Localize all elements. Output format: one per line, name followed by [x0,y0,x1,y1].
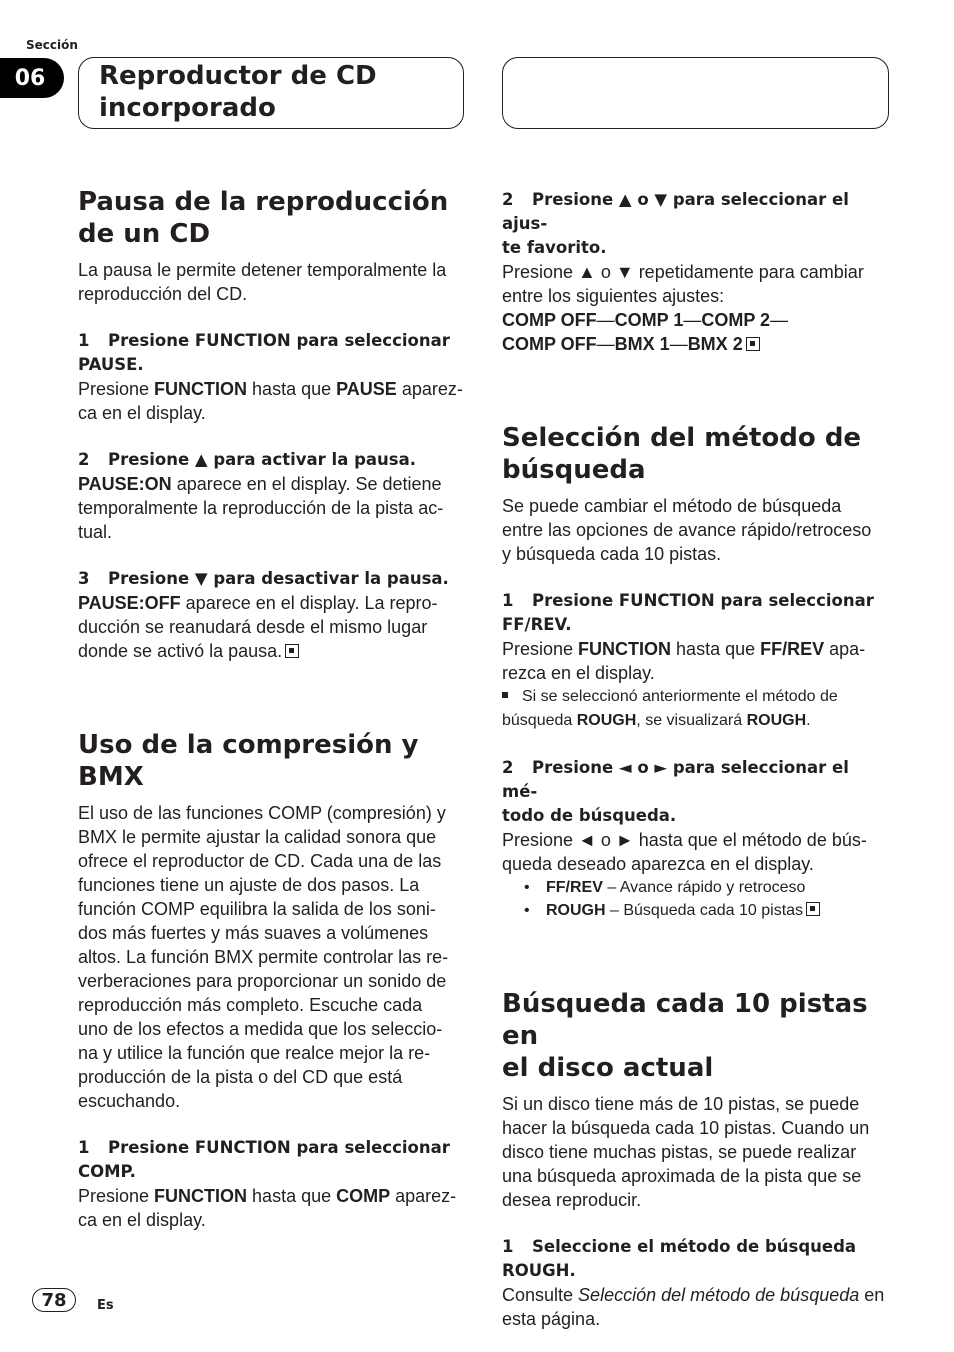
text: ducción se reanudará desde el mismo lugar [78,617,428,637]
chapter-title-line1: Reproductor de CD [99,61,377,91]
comp-intro-line: na y utilice la función que realce mejor la re- [78,1043,431,1063]
bullet-rough [502,899,889,922]
text: rezca en el display. [502,663,655,683]
search-intro-line: entre las opciones de avance rápido/retroceso [502,520,872,540]
comp-options-line2 [502,332,889,356]
text: Presione [502,639,579,659]
text-bold: FUNCTION [578,639,672,659]
text: hasta que [247,379,337,399]
comp-intro-line: uno de los efectos a medida que los seleccio- [78,1019,443,1039]
text: hasta que [671,639,761,659]
text: donde se activó la pausa. [78,641,283,661]
end-of-section-icon [746,337,760,351]
text: , se visualizará [636,712,747,729]
ten-intro-line: Si un disco tiene más de 10 pistas, se puede [502,1094,860,1114]
step-number: 2 [78,450,90,469]
step-number: 2 [502,190,514,209]
comp-heading: Uso de la compresión y BMX [78,730,419,792]
step-text: PAUSE. [78,355,144,374]
pause-step1 [78,329,464,377]
separator: — [683,310,702,330]
language-code: Es [97,1298,114,1313]
ten-step1 [502,1235,889,1283]
text: entre los siguientes ajustes: [502,286,725,306]
option-bmx-1: BMX 1 [614,334,670,354]
ten-track-heading-line1: Búsqueda cada 10 pistas en [502,989,868,1051]
text-bold: ROUGH [546,902,606,919]
comp-intro-line: dos más fuertes y más suaves a volúmenes [78,923,429,943]
note-square-icon [502,692,508,698]
comp-intro-line: producción de la pista o del CD que está [78,1067,403,1087]
text-bold: ROUGH [576,712,637,729]
left-column [78,186,464,1232]
text: apa- [824,639,866,659]
chapter-title [99,60,377,124]
text: – Avance rápido y retroceso [602,879,806,896]
step-text: Seleccione el método de búsqueda [532,1237,857,1256]
ten-intro-line: una búsqueda aproximada de la pista que se [502,1166,862,1186]
empty-header-box [502,57,889,129]
step-text: te favorito. [502,238,607,257]
text: aparece en el display. La repro- [180,593,438,613]
pause-step1-body [78,377,464,425]
comp-intro [78,801,464,1113]
comp-step1-body [78,1184,464,1232]
comp-step1 [78,1136,464,1184]
comp-intro-line: verberaciones para proporcionar un sonido de [78,971,447,991]
text-bold: PAUSE [336,379,397,399]
pause-step2-body [78,472,464,544]
text: temporalmente la reproducción de la pista ac- [78,498,444,518]
comp-intro-line: altos. La función BMX permite controlar las re- [78,947,449,967]
ten-intro-line: disco tiene muchas pistas, se puede realizar [502,1142,857,1162]
bullet-ff-rev [502,876,889,899]
option-comp-off: COMP OFF [502,334,597,354]
search-heading [502,422,889,486]
text-bold: FF/REV [760,639,825,659]
text-bold: ROUGH [746,712,807,729]
text: ca en el display. [78,1210,206,1230]
step-text: Presione ▲ para activar la pausa. [108,450,416,469]
pause-heading-line1: Pausa de la reproducción [78,187,449,217]
step-number: 2 [502,758,514,777]
ten-track-intro [502,1092,889,1212]
text: Presione ▲ o ▼ repetidamente para cambiar [502,262,864,282]
comp-intro-line: reproducción más completo. Escuche cada [78,995,423,1015]
step-number: 1 [78,1138,90,1157]
chapter-header-box [78,57,464,129]
search-intro-line: Se puede cambiar el método de búsqueda [502,496,842,516]
search-intro-line: y búsqueda cada 10 pistas. [502,544,722,564]
text: ca en el display. [78,403,206,423]
comp-step2-body [502,260,889,356]
section-label: Sección [26,38,78,52]
pause-step2 [78,448,464,472]
search-step1-body [502,637,889,685]
text: – Búsqueda cada 10 pistas [605,902,804,919]
comp-intro-line: El uso de las funciones COMP (compresión) y [78,803,446,823]
text: en [859,1285,885,1305]
ten-track-heading-line2: el disco actual [502,1053,714,1083]
comp-intro-line: escuchando. [78,1091,181,1111]
text-bold: PAUSE:ON [78,474,172,494]
search-note [502,685,889,733]
step-text: todo de búsqueda. [502,806,677,825]
pause-heading-line2: de un CD [78,219,211,249]
section-number-tab: 06 [0,58,64,98]
step-number: 1 [502,591,514,610]
text: hasta que [247,1186,337,1206]
pause-heading [78,186,464,250]
step-text: Presione FUNCTION para seleccionar [108,1138,450,1157]
text: tual. [78,522,113,542]
text: Consulte [502,1285,579,1305]
step-text: COMP. [78,1162,136,1181]
right-column [502,188,889,1331]
comp-intro-line: ofrece el reproductor de CD. Cada una de las [78,851,442,871]
step-text: Presione ◄ o ► para seleccionar el mé- [502,758,849,801]
option-bmx-2: BMX 2 [687,334,743,354]
search-heading-line1: Selección del método de [502,423,862,453]
end-of-section-icon [806,902,820,916]
text: Si se seleccionó anteriormente el método de [522,688,838,705]
step-text: Presione FUNCTION para seleccionar [532,591,874,610]
ten-intro-line: desea reproducir. [502,1190,642,1210]
ten-step1-body [502,1283,889,1331]
chapter-title-line2: incorporado [99,93,276,123]
page-number: 78 [32,1288,76,1312]
comp-options-line1 [502,308,889,332]
ten-intro-line: hacer la búsqueda cada 10 pistas. Cuando un [502,1118,870,1138]
step-number: 3 [78,569,90,588]
step-number: 1 [502,1237,514,1256]
text-bold: FUNCTION [154,379,248,399]
text-bold: COMP [336,1186,391,1206]
option-comp-1: COMP 1 [614,310,684,330]
step-number: 1 [78,331,90,350]
cross-reference: Selección del método de búsqueda [578,1285,860,1305]
text: Presione [78,1186,155,1206]
step-text: FF/REV. [502,615,572,634]
separator: — [770,310,789,330]
comp-step2 [502,188,889,260]
search-step2 [502,756,889,828]
separator: — [669,334,688,354]
ten-track-heading [502,988,889,1084]
text: búsqueda [502,712,577,729]
text: Presione ◄ o ► hasta que el método de bús- [502,830,867,850]
search-intro [502,494,889,566]
text-bold: FF/REV [546,879,603,896]
text: esta página. [502,1309,601,1329]
text: . [806,712,811,729]
text: queda deseado aparezca en el display. [502,854,814,874]
pause-step3 [78,567,464,591]
separator: — [596,334,615,354]
text-bold: PAUSE:OFF [78,593,181,613]
search-step2-body [502,828,889,876]
search-heading-line2: búsqueda [502,455,646,485]
text: Presione [78,379,155,399]
separator: — [596,310,615,330]
pause-intro [78,258,464,306]
comp-intro-line: BMX le permite ajustar la calidad sonora que [78,827,437,847]
pause-intro-line: reproducción del CD. [78,284,248,304]
option-comp-2: COMP 2 [701,310,771,330]
end-of-section-icon [285,644,299,658]
step-text: Presione ▲ o ▼ para seleccionar el ajus- [502,190,849,233]
text: aparez- [396,379,463,399]
step-text: Presione FUNCTION para seleccionar [108,331,450,350]
step-text: ROUGH. [502,1261,576,1280]
text: aparez- [390,1186,457,1206]
option-comp-off: COMP OFF [502,310,597,330]
step-text: Presione ▼ para desactivar la pausa. [108,569,449,588]
search-step1 [502,589,889,637]
comp-intro-line: funciones tiene un ajuste de dos pasos. La [78,875,420,895]
text: aparece en el display. Se detiene [171,474,442,494]
pause-step3-body [78,591,464,663]
comp-intro-line: función COMP equilibra la salida de los soni- [78,899,436,919]
text-bold: FUNCTION [154,1186,248,1206]
pause-intro-line: La pausa le permite detener temporalmente la [78,260,447,280]
